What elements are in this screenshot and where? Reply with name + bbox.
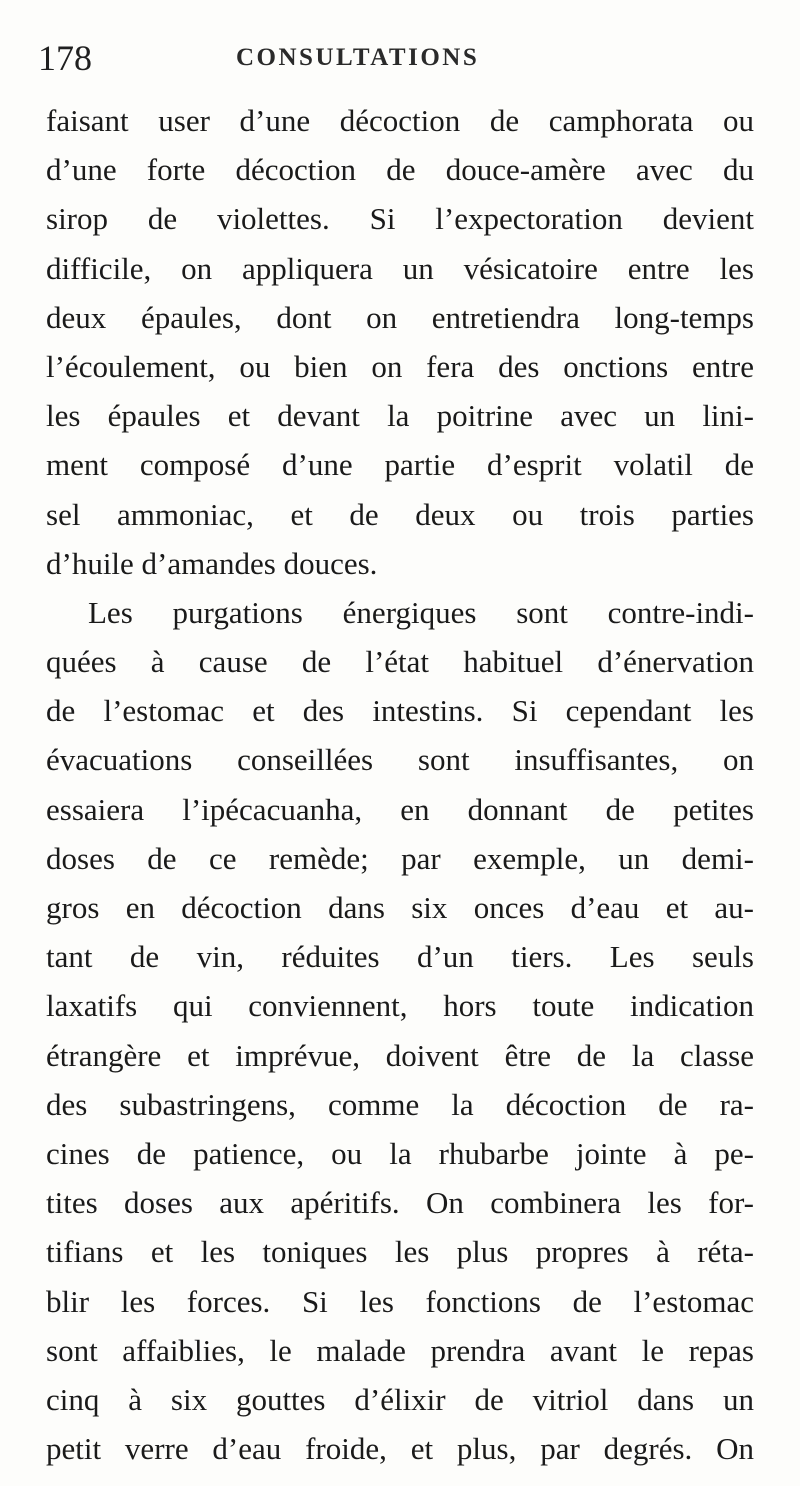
page-number: 178 (38, 38, 92, 78)
text-line: petit verre d’eau froide, et plus, par degrés. On (46, 1431, 754, 1467)
text-line: de l’estomac et des intestins. Si cependant les (46, 693, 754, 729)
text-line: Les purgations énergiques sont contre-indi- (88, 594, 754, 630)
text-line: les épaules et devant la poitrine avec un lini- (46, 398, 754, 434)
text-line: tant de vin, réduites d’un tiers. Les seuls (46, 939, 754, 975)
text-line: évacuations conseillées sont insuffisantes, on (46, 742, 754, 778)
running-title: CONSULTATIONS (236, 44, 480, 71)
text-line: cinq à six gouttes d’élixir de vitriol dans un (46, 1381, 754, 1417)
text-line: des subastringens, comme la décoction de ra- (46, 1086, 754, 1122)
text-line: étrangère et imprévue, doivent être de la classe (46, 1037, 754, 1073)
body-text (46, 96, 754, 1473)
text-line: laxatifs qui conviennent, hors toute indication (46, 988, 754, 1024)
text-line: tites doses aux apéritifs. On combinera les for- (46, 1185, 754, 1221)
text-line: d’huile d’amandes douces. (46, 545, 378, 581)
text-line: gros en décoction dans six onces d’eau et au- (46, 890, 754, 925)
paragraph-purgations (46, 588, 754, 1473)
text-line: l’écoulement, ou bien on fera des onctions entre (46, 348, 754, 384)
text-line: sirop de violettes. Si l’expectoration devient (46, 201, 754, 237)
text-line: essaiera l’ipécacuanha, en donnant de petites (46, 791, 754, 827)
text-line: d’une forte décoction de douce-amère avec du (46, 152, 754, 188)
text-line: deux épaules, dont on entretiendra long-temps (46, 299, 754, 335)
text-line: quées à cause de l’état habituel d’énervation (46, 644, 754, 680)
text-line: faisant user d’une décoction de camphorata ou (46, 103, 754, 138)
text-line: sont affaiblies, le malade prendra avant le repas (46, 1332, 754, 1368)
text-line: blir les forces. Si les fonctions de l’estomac (46, 1283, 754, 1319)
text-line: difficile, on appliquera un vésicatoire entre les (46, 250, 754, 286)
paragraph-continuation (46, 96, 754, 588)
page-header (38, 34, 778, 82)
text-line: tifians et les toniques les plus propres à réta- (46, 1234, 754, 1270)
text-line: ment composé d’une partie d’esprit volatil de (46, 447, 754, 483)
text-line: cines de patience, ou la rhubarbe jointe à pe- (46, 1135, 754, 1171)
text-line: doses de ce remède; par exemple, un demi- (46, 840, 754, 876)
text-line: sel ammoniac, et de deux ou trois parties (46, 496, 754, 532)
